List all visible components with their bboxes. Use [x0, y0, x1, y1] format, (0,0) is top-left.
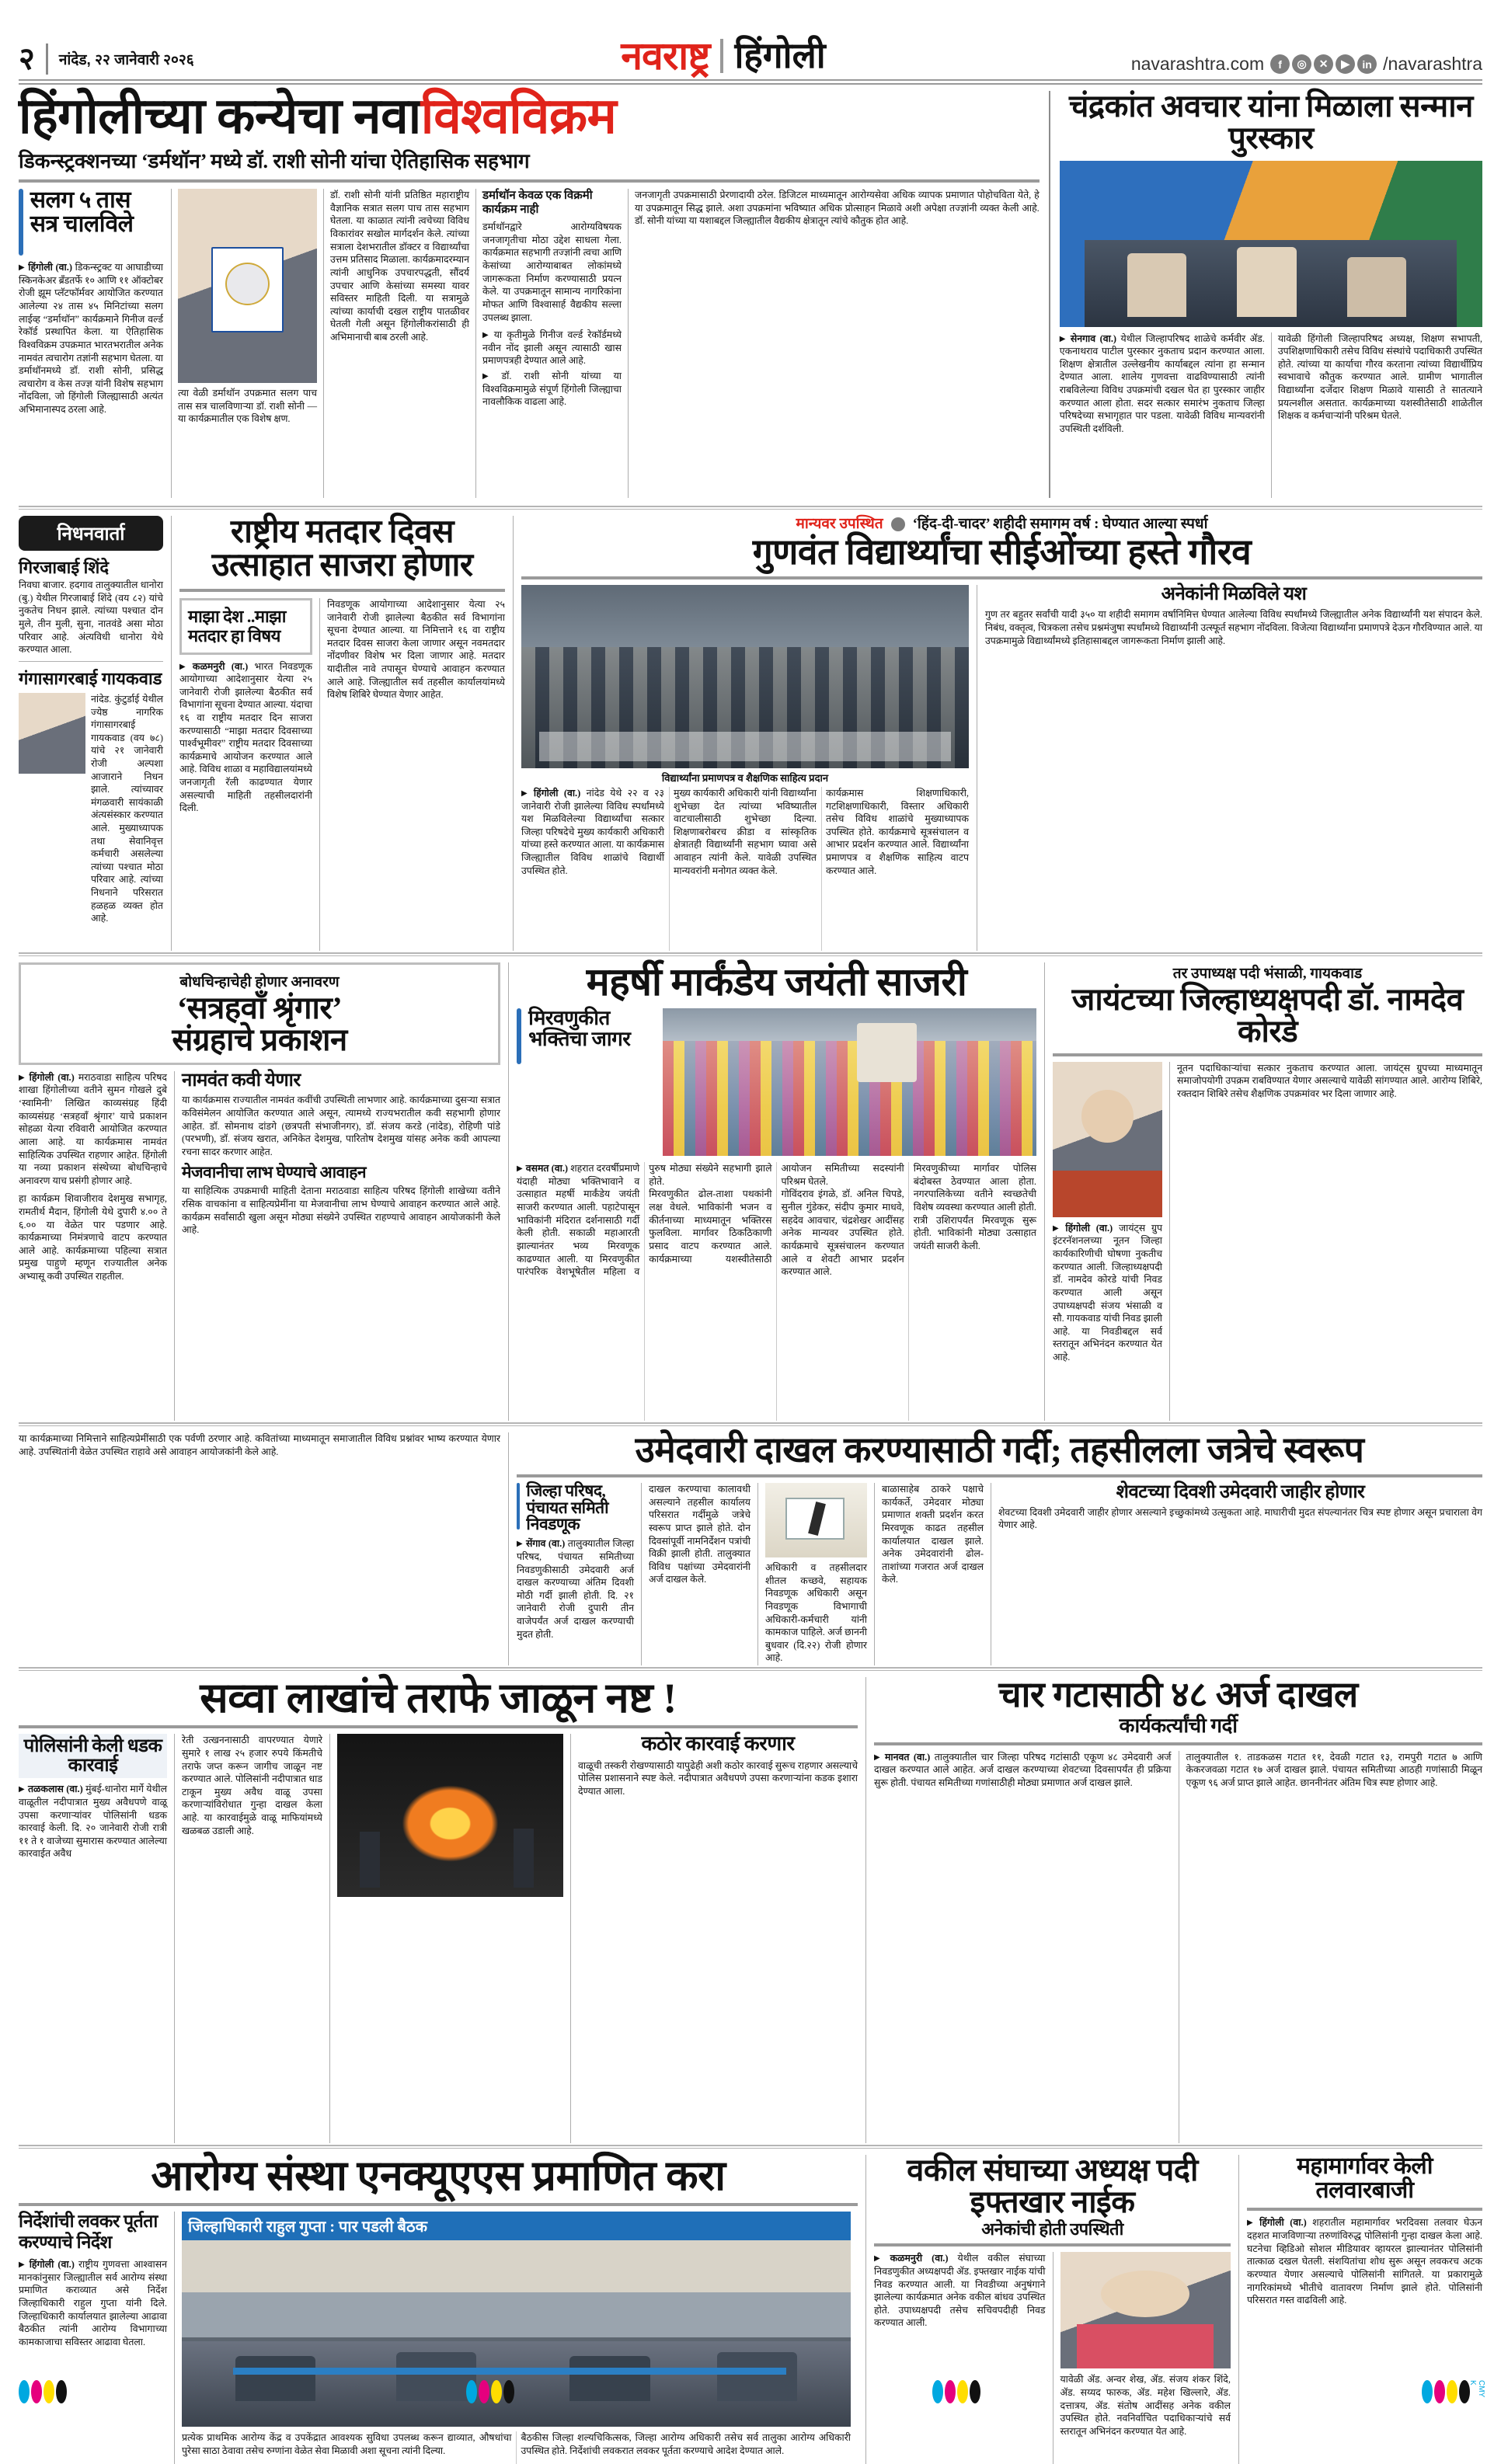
students-columns	[521, 787, 969, 951]
tahsil-col3: बाळासाहेब ठाकरे पक्षाचे कार्यकर्ते, उमेदवार मोठ्या प्रमाणात शक्ती प्रदर्शन करत मिरवणूक काढत तहसील कार्यालयात दाखल झाले. अनेक उमेदवारांनी ढोल-ताशांच्या गजरात अर्ज दाखल केले.	[874, 1483, 991, 1665]
markandeya-dateline: वसमत (वा.)	[525, 1163, 569, 1175]
students-col2: मुख्य कार्यकारी अधिकारी यांनी विद्यार्थ्यांना शुभेच्छा देत त्यांच्या भविष्यातील वाटचालीसाठी शुभेच्छा दिल्या. शिक्षणाबरोबरच क्रीडा व सांस्कृतिक क्षेत्रातही विद्यार्थ्यांनी सहभाग घ्यावा असे आवाहन त्यांनी केले. यावेळी उपस्थित मान्यवरांनी मनोगत व्यक्त केले.	[674, 788, 817, 876]
masthead-dateline: नांदेड, २२ जानेवारी २०२६	[58, 52, 194, 68]
third-band	[19, 962, 1482, 1421]
students-side	[977, 585, 1482, 951]
lead-story	[19, 91, 1049, 498]
vakil-sub: अनेकांची होती उपस्थिती	[981, 2219, 1123, 2239]
markandeya-col4: मिरवणुकीच्या मार्गावर पोलिस बंदोबस्त ठेवण्यात आला होता. नगरपालिकेच्या वतीने स्वच्छतेची विशेष व्यवस्था करण्यात आली होती. रात्री उशिरापर्यंत मिरवणूक सुरू होती. भाविकांनी मोठ्या उत्साहात जयंती साजरी केली.	[913, 1163, 1036, 1251]
lead-photo	[178, 189, 317, 383]
markandeya-sub: मिरवणुकीत भक्तिचा जागर	[528, 1007, 631, 1050]
lead-bullets	[482, 329, 622, 411]
tahsil-side-right	[991, 1483, 1482, 1665]
lead-col2: डॉ. राशी सोनी यांनी प्रतिष्ठित महाराष्ट्रीय वैज्ञानिक सत्रात सलग पाच तास सहभाग घेतला. या काळात त्यांनी त्वचेच्या विविध विकारांवर सखोल मार्गदर्शन केले. त्यांच्या सत्राला देशभरातील डॉक्टर व विद्यार्थ्यांचा उत्तम प्रतिसाद मिळाला. कार्यक्रमादरम्यान त्यांनी आधुनिक उपचारपद्धती, सौंदर्य उपचार आणि केसांच्या समस्या यावर सविस्तर माहिती दिली. या सत्रामुळे त्यांच्या कार्याची दखल राष्ट्रीय पातळीवर घेतली गेली असून हिंगोलीकरांसाठी ही अभिमानाची बाब ठरली आहे.	[330, 190, 469, 343]
tahsil-side2-title: शेवटच्या दिवशी उमेदवारी जाहीर होणार	[1116, 1482, 1365, 1503]
shringar-kicker: बोधचिन्हाचेही होणार अनावरण	[179, 974, 340, 991]
tahsil-col1: दाखल करण्याचा कालावधी असल्याने तहसील कार्यालय परिसरात गर्दीमुळे जत्रेचे स्वरूप प्राप्त झाले होते. दोन दिवसांपूर्वी नामनिर्देशन पत्रांची विक्री झाली होती. तालुक्यात विविध पक्षांच्या उमेदवारांनी अर्ज दाखल केले.	[641, 1483, 757, 1665]
taraf-photo-col	[329, 1734, 570, 2143]
page-number: २	[19, 42, 35, 76]
masthead-center	[329, 33, 1117, 78]
talwar-story	[1238, 2155, 1482, 2464]
vakil-col2: यावेळी ॲड. अन्वर शेख, ॲड. संजय शंकर शिंदे, ॲड. सय्यद फारुक, ॲड. महेश खिल्लारे, ॲड. दत्तात्रय, ॲड. संतोष आदींसह अनेक वकील उपस्थित होते. नवनिर्वाचित पदाधिकाऱ्यांचे सर्व स्तरातून अभिनंदन करण्यात येत आहे.	[1060, 2374, 1231, 2437]
ballot-photo	[765, 1483, 867, 1557]
students-main	[521, 585, 977, 951]
obit-name-1: गिरजाबाई शिंदे	[19, 558, 110, 578]
awchar-photo	[1060, 161, 1482, 327]
shringar-overflow: या कार्यक्रमाच्या निमित्ताने साहित्यप्रेमींसाठी एक पर्वणी ठरणार आहे. कवितांच्या माध्यमातून समाजातील विविध प्रश्नांवर भाष्य करण्यात येणार आहे. उपस्थितांनी वेळेत उपस्थित राहावे असे आवाहन आयोजकांनी केले आहे.	[19, 1433, 500, 1457]
tahsil-band	[19, 1432, 1482, 1665]
lead-subhead: डिकन्स्ट्रक्शनच्या ‘डर्मथॉन’ मध्ये डॉ. राशी सोनी यांचा ऐतिहासिक सहभाग	[19, 150, 530, 173]
taraf-fire-photo	[337, 1734, 563, 1897]
band-rule-5	[19, 2145, 1482, 2149]
students-kickers	[521, 516, 1482, 533]
cmyk-mark-right	[1422, 2380, 1470, 2403]
health-side	[19, 2212, 174, 2464]
shringar-side2-title: मेजवानीचा लाभ घेण्याचे आवाहन	[182, 1163, 367, 1182]
arj-col2: तालुक्यातील १. ताडकळस गटात ११, देवळी गटात १३, रामपुरी गटात ७ आणि केकरजवळा गटात १७ अर्ज दाखल झाले. पंचायत समितीच्या आठही गणांसाठी मिळून एकूण ९६ अर्ज प्राप्त झाले आहेत. छाननीनंतर अंतिम चित्र स्पष्ट होणार आहे.	[1179, 1751, 1483, 2144]
shringar-dateline: हिंगोली (वा.)	[29, 1071, 75, 1083]
tahsil-story	[508, 1432, 1482, 1665]
tahsil-left-filler	[19, 1432, 508, 1665]
students-col1: नांदेड येथे २२ व २३ जानेवारी रोजी झालेल्या विविध स्पर्धांमध्ये यश मिळविलेल्या विद्यार्थ्यांचा सत्कार जिल्हा परिषदेचे मुख्य कार्यकारी अधिकारी यांच्या हस्ते करण्यात आला. या कार्यक्रमास जिल्ह्यातील विविध शाळांचे विद्यार्थी उपस्थित होते.	[521, 788, 664, 876]
health-col1	[19, 2258, 167, 2351]
sixth-band	[19, 2155, 1482, 2464]
markandeya-col1: शहरात दरवर्षीप्रमाणे यंदाही मोठ्या भक्तिभावाने व उत्साहात महर्षी मार्कंडेय जयंती साजरी करण्यात आली. पहाटेपासून भाविकांनी मंदिरात दर्शनासाठी गर्दी केली होती. सकाळी महाआरती झाल्यानंतर भव्य मिरवणूक काढण्यात आली. या मिरवणुकीत पारंपरिक वेशभूषेतील महिला व पुरुष मोठ्या संख्येने सहभागी झाले होते.	[517, 1163, 772, 1278]
shringar-col1-text: मराठवाडा साहित्य परिषद शाखा हिंगोलीच्या वतीने सुमन गोखले दुबे ‘स्वामिनी’ लिखित काव्यसंग्रह हिंदी काव्यसंग्रह ‘सत्रहवाँ श्रृंगार’ याचे प्रकाशन सोहळा येत्या रविवारी आयोजित करण्यात आला आहे. या कार्यक्रमास नामवंत साहित्यिक उपस्थित राहणार आहेत. हिंगोली या नव्या प्रकाशन संस्थेच्या बोधचिन्हाचे अनावरण याच प्रसंगी होणार आहे.	[19, 1071, 167, 1186]
second-band	[19, 516, 1482, 951]
lead-col3-wrap	[475, 189, 628, 498]
tahsil-accent-bar	[517, 1483, 520, 1530]
shringar-box	[19, 962, 500, 1065]
voter-col2: निवडणूक आयोगाच्या आदेशानुसार येत्या २५ जानेवारी रोजी झालेल्या बैठकीत सर्व विभागांना सूचना देण्यात आल्या. या निमित्ताने १६ वा राष्ट्रीय मतदार दिवस साजरा केला जाणार असून नवमतदार नोंदणीवर विशेष भर दिला जाणार आहे. मतदार यादीतील नावे तपासून घेण्याचे आवाहन करण्यात आले आहे. जिल्ह्यातील सर्व तहसील कार्यालयांमध्ये विशेष शिबिरे घेण्यात येणार आहेत.	[319, 598, 505, 951]
awchar-col2: यावेळी हिंगोली जिल्हापरिषद अध्यक्ष, शिक्षण सभापती, उपशिक्षणाधिकारी तसेच विविध संस्थांचे पदाधिकारी उपस्थित होते. त्यांच्या या कार्याचा गौरव करताना त्यांच्या विद्यार्थीप्रिय स्वभावाचे कौतुक करण्यात आले. ग्रामीण भागातील विद्यार्थ्यांना दर्जेदार शिक्षण मिळावे यासाठी ते सातत्याने प्रयत्नशील असतात. कार्यक्रमाच्या यशस्वीतेसाठी शाळेतील शिक्षक व कर्मचाऱ्यांनी परिश्रम घेतले.	[1271, 332, 1482, 499]
top-band	[19, 91, 1482, 498]
health-caption-bar: जिल्हाधिकारी राहुल गुप्ता : पार पडली बैठक	[182, 2212, 851, 2240]
awchar-col1-text: येथील जिल्हापरिषद शाळेचे कर्मवीर ॲड. एकनाथराव पाटील पुरस्कार नुकताच प्रदान करण्यात आला. शिक्षण क्षेत्रातील उल्लेखनीय कार्याबद्दल त्यांना हा सन्मान देण्यात आला. शालेय गुणवत्ता वाढविण्यासाठी त्यांनी राबविलेल्या विविध उपक्रमांची दखल घेत हा पुरस्कार जाहीर करण्यात आला होता. सदर सत्कार समारंभ नुकताच जिल्हा परिषदेच्या सभागृहात पार पडला. यावेळी विविध मान्यवरांनी उपस्थिती दर्शविली.	[1059, 332, 1265, 434]
taraf-mid-text: वाळूची तस्करी रोखण्यासाठी यापुढेही अशी कठोर कारवाई सुरूच राहणार असल्याचे पोलिस प्रशासनाने स्पष्ट केले. नदीपात्रात अवैधपणे उपसा करणाऱ्यांना कडक इशारा देण्यात आला.	[578, 1759, 858, 1798]
voter-dateline: कळमनुरी (वा.)	[192, 660, 249, 672]
voter-col1-text: भारत निवडणूक आयोगाच्या आदेशानुसार येत्या २५ जानेवारी रोजी झालेल्या बैठकीत सर्व विभागांना सूचना देण्यात आल्या. यंदाचा १६ वा राष्ट्रीय मतदार दिन साजरा करण्यासाठी “माझा मतदार दिवसाच्या पार्श्वभूमीवर” राष्ट्रीय मतदार दिवसाच्या कार्यक्रमाचे आयोजन करण्यात आले आहे. विविध शाळा व महाविद्यालयांमध्ये जनजागृती रॅली काढण्यात येणार असल्याची माहिती तहसीलदारांनी दिली.	[179, 660, 312, 814]
lead-col1-text: डिकन्स्ट्रक्ट या आघाडीच्या स्किनकेअर ब्रँडतर्फे १० आणि ११ ऑक्टोबर रोजी झूम प्लॅटफॉर्मवर आयोजित करण्यात आलेल्या २४ तास ४५ मिनिटांच्या सलग लाईव्ह “डर्माथॉन” कार्यक्रमाने गिनीज वर्ल्ड रेकॉर्ड प्रस्थापित केला. या ऐतिहासिक विश्वविक्रम उपक्रमात भारतभरातील अनेक नामवंत त्वचारोग तज्ञांनी सहभाग घेतला. या डर्माथॉनमध्ये डॉ. राशी सोनी, प्रसिद्ध त्वचारोग व केस तज्ज्ञ यांनी विशेष सहभाग नोंदविला, जो हिंगोली जिल्ह्यासाठी अत्यंत अभिमानास्पद ठरला आहे.	[19, 262, 163, 415]
arj-headline: चार गटासाठी ४८ अर्ज दाखल	[998, 1675, 1358, 1715]
voter-story	[171, 516, 513, 951]
lead-col3-title: डर्माथॉन केवळ एक विक्रमी कार्यक्रम नाही	[482, 190, 593, 217]
lead-bullet-1: ▶ या कृतीमुळे गिनीज वर्ल्ड रेकॉर्डमध्ये नवीन नोंद झाली असून त्यासाठी खास प्रमाणपत्रही देण्यात आले आहे.	[482, 329, 622, 367]
lead-col4: जनजागृती उपक्रमासाठी प्रेरणादायी ठरेल. डिजिटल माध्यमातून आरोग्यसेवा अधिक व्यापक प्रमाणात पोहोचविता येते, हे या उपक्रमातून सिद्ध झाले. अशा उपक्रमांना भविष्यात अधिक प्रोत्साहन मिळावे अशी अपेक्षा तज्ज्ञांनी व्यक्त केली आहे. डॉ. सोनी यांच्या या यशाबद्दल जिल्ह्यातील वैद्यकीय क्षेत्रातून त्यांचे कौतुक होत आहे.	[635, 190, 1040, 227]
registration-bar	[233, 2368, 786, 2375]
health-col3: बैठकीस जिल्हा शल्यचिकित्सक, जिल्हा आरोग्य अधिकारी तसेच सर्व तालुका आरोग्य अधिकारी उपस्थित होते. निर्देशांची लवकरात लवकर पूर्तता करण्याचे आदेश देण्यात आले.	[521, 2432, 851, 2456]
vakil-right	[1053, 2252, 1231, 2464]
tahsil-side-title: जिल्हा परिषद, पंचायत समिती निवडणूक	[526, 1481, 609, 1533]
lead-headline	[19, 89, 1040, 144]
markandeya-col3: गोविंदराव इंगळे, डॉ. अनिल चिपडे, सुनील गुंडेकर, संदीप कुमार माधवे, सहदेव आवचार, चंद्रशेखर आदींसह अनेक मान्यवर उपस्थित होते. कार्यक्रमाचे सूत्रसंचालन करण्यात आले व शेवटी आभार प्रदर्शन करण्यात आले.	[781, 1188, 904, 1278]
students-kicker: ‘हिंद-दी-चादर’ शहीदी समागम वर्ष : घेण्यात आल्या स्पर्धा	[912, 516, 1208, 533]
arj-col1-text: तालुक्यातील चार जिल्हा परिषद गटांसाठी एकूण ४८ उमेदवारी अर्ज दाखल करण्यात आले आहेत. अर्ज दाखल करण्याच्या शेवटच्या दिवसापर्यंत ही प्रक्रिया सुरू होती. पंचायत समितीच्या गणांसाठीही मोठ्या प्रमाणात अर्ज दाखल झाले.	[874, 1751, 1172, 1788]
talwar-col1	[1247, 2216, 1482, 2464]
students-photo	[521, 585, 969, 768]
lead-col2-wrap	[323, 189, 475, 498]
students-caption: विद्यार्थ्यांना प्रमाणपत्र व शैक्षणिक साहित्य प्रदान	[661, 772, 829, 785]
cmyk-mark-mid	[466, 2380, 514, 2403]
markandeya-story	[508, 962, 1044, 1421]
voter-headline: राष्ट्रीय मतदार दिवस उत्साहात साजरा होणार	[211, 514, 473, 584]
vakil-story	[865, 2155, 1238, 2464]
shringar-side-title: नामवंत कवी येणार	[182, 1070, 301, 1091]
shringar-headline-1: ‘सत्रहवाँ श्रृंगार’	[176, 990, 343, 1026]
talwar-headline: महामार्गावर केली तलवारबाजी	[1296, 2153, 1433, 2203]
awchar-col1	[1060, 332, 1271, 499]
korde-col2: नूतन पदाधिकाऱ्यांचा सत्कार नुकताच करण्यात आला. जायंट्स ग्रुपच्या माध्यमातून समाजोपयोगी उपक्रम राबविण्यात येणार असल्याचे यावेळी सांगण्यात आले. आरोग्य शिबिरे, रक्तदान शिबिरे तसेच शैक्षणिक उपक्रमांवर भर दिला जाणार आहे.	[1169, 1062, 1482, 1421]
masthead	[11, 0, 1490, 78]
tahsil-side2-text: शेवटच्या दिवशी उमेदवारी जाहीर होणार असल्याने इच्छुकांमध्ये उत्सुकता आहे. माघारीची मुदत संपल्यानंतर चित्र स्पष्ट होणार असून प्रचाराला वेग येणार आहे.	[998, 1506, 1482, 1531]
markandeya-headline: महर्षी मार्कंडेय जयंती साजरी	[586, 960, 967, 1004]
awchar-columns	[1060, 332, 1482, 499]
obit-text-2: नांदेड. कुंटुर्डाई येथील ज्येष्ठ नागरिक गंगासागरबाई गायकवाड (वय ७८) यांचे २१ जानेवारी रोजी अल्पशा आजाराने निधन झाले. त्यांच्यावर मंगळवारी सायंकाळी अंत्यसंस्कार करण्यात आले. मुख्याध्यापक तथा सेवानिवृत्त कर्मचारी असलेल्या त्यांच्या पश्चात मोठा परिवार आहे. त्यांच्या निधनाने परिसरात हळहळ व्यक्त होत आहे.	[91, 693, 163, 924]
vakil-col1	[874, 2252, 1053, 2464]
arj-dateline: मानवत (वा.)	[885, 1751, 931, 1763]
korde-photo-col	[1053, 1062, 1169, 1421]
masthead-rule	[19, 79, 1482, 85]
health-col2: प्रत्येक प्राथमिक आरोग्य केंद्र व उपकेंद्रात आवश्यक सुविधा उपलब्ध करून द्याव्यात, औषधांचा पुरेसा साठा ठेवावा तसेच रुग्णांना वेळेत सेवा मिळावी अशा सूचना त्यांनी दिल्या.	[182, 2432, 512, 2456]
band-rule-3	[19, 1422, 1482, 1426]
korde-col1-text: जायंट्स ग्रुप इंटरनॅशनलच्या नूतन जिल्हा कार्यकारिणीची घोषणा नुकतीच करण्यात आली. जिल्हाध्यक्षपदी डॉ. नामदेव कोरडे यांची निवड करण्यात आली असून उपाध्यक्षपदी संजय भंसाळी व सौ. गायकवाड यांची निवड झाली आहे. या निवडीबद्दल सर्व स्तरातून अभिनंदन करण्यात येत आहे.	[1053, 1222, 1162, 1363]
cmyk-mark-mid2	[932, 2380, 980, 2403]
korde-col1	[1053, 1222, 1162, 1366]
students-col3: कार्यक्रमास शिक्षणाधिकारी, गटशिक्षणाधिकारी, विस्तार अधिकारी तसेच विविध शाळांचे मुख्याध्यापक उपस्थित होते. कार्यक्रमाचे सूत्रसंचालन व आभार प्रदर्शन करण्यात आले. विद्यार्थ्यांना प्रमाणपत्र व शैक्षणिक साहित्य वाटप करण्यात आले.	[826, 788, 969, 876]
tahsil-dateline: सेंगाव (वा.)	[526, 1538, 566, 1550]
shringar-col1	[19, 1071, 167, 1189]
health-dateline: हिंगोली (वा.)	[29, 2259, 75, 2271]
bullet-dot-icon	[891, 517, 905, 531]
band-rule-1	[19, 506, 1482, 510]
tahsil-col0-text: तालुक्यातील जिल्हा परिषद, पंचायत समितीच्या निवडणुकीसाठी उमेदवारी अर्ज दाखल करण्याच्या अंतिम दिवशी मोठी गर्दी झाली होती. दि. २१ जानेवारी रोजी दुपारी तीन वाजेपर्यंत अर्ज दाखल करण्याची मुदत होती.	[517, 1538, 634, 1640]
obit-text-1: निवघा बाजार. हदगाव तालुक्यातील धानोरा (बु.) येथील गिरजाबाई शिंदे (वय ८२) यांचे नुकतेच निधन झाले. त्यांच्या पश्चात दोन मुले, तीन मुली, सुना, नातवंडे असा मोठा परिवार आहे. अंत्यविधी धानोरा येथे करण्यात आला.	[19, 579, 163, 656]
korde-dateline: हिंगोली (वा.)	[1065, 1222, 1113, 1234]
taraf-col0-text: मुंबई-धानोरा मार्गे येथील वाळूतील नदीपात्रात मुख्य अवैधपणे वाळू उपसा करणाऱ्यांवर पोलिसांनी धडक कारवाई केली. दि. २० जानेवारी रोजी रात्री ११ ते १ वाजेच्या सुमारास करण्यात आलेल्या कारवाईत अवैध	[19, 1784, 167, 1860]
voter-left	[179, 598, 319, 951]
obit-name-2: गंगासागरबाई गायकवाड	[19, 668, 162, 688]
youtube-icon[interactable]: ▶	[1336, 54, 1355, 74]
lead-headline-red: विश्वविक्रम	[420, 89, 617, 144]
taraf-story	[19, 1677, 865, 2143]
health-photo-col	[174, 2212, 858, 2464]
lead-photo-col	[171, 189, 323, 498]
shringar-headline-2: संग्रहाचे प्रकाशन	[172, 1022, 347, 1058]
health-side-title: निर्देशांची लवकर पूर्तता करण्याचे निर्देश	[19, 2212, 158, 2252]
obituary-badge: निधनवार्ता	[19, 516, 163, 551]
voter-box	[179, 598, 312, 655]
taraf-col1: रेती उत्खननासाठी वापरण्यात येणारे सुमारे १ लाख २५ हजार रुपये किंमतीचे तराफे जप्त करून जागीच जाळून नष्ट करण्यात आले. पोलिसांनी नदीपात्रात धाड टाकून मुख्य अवैध वाळू उपसा करणाऱ्यांविरोधात गुन्हा दाखल केला आहे. या कारवाईमुळे वाळू माफियांमध्ये खळबळ उडाली आहे.	[174, 1734, 329, 2143]
lead-rule	[19, 179, 1040, 183]
masthead-left	[19, 44, 329, 75]
accent-bar	[19, 189, 23, 256]
vakil-col1-text: येथील वकील संघाच्या निवडणुकीत अध्यक्षपदी ॲड. इफ्तखार नाईक यांची निवड करण्यात आली. या निवडीच्या अनुषंगाने झालेल्या कार्यक्रमात अनेक वकील बांधव उपस्थित होते. उपाध्यक्षपदी तसेच सचिवपदीही निवड करण्यात आली.	[874, 2253, 1046, 2329]
lead-bullet-2: ▶ डॉ. राशी सोनी यांच्या या विश्वविक्रमामुळे संपूर्ण हिंगोली जिल्ह्याचा नावलौकिक वाढला आहे.	[482, 370, 622, 409]
voter-box-title: माझा देश ..माझा मतदार हा विषय	[188, 606, 287, 646]
lead-content	[19, 189, 1040, 498]
taraf-col0	[19, 1783, 167, 1863]
fifth-band	[19, 1677, 1482, 2143]
shringar-col1-wrap	[19, 1071, 174, 1421]
social-handle: /navarashtra	[1383, 54, 1482, 74]
lead-photo-caption: त्या वेळी डर्माथॉन उपक्रमात सलग पाच तास सत्र चालविणाऱ्या डॉ. राशी सोनी — या कार्यक्रमातील एक विशेष क्षण.	[178, 388, 317, 425]
shringar-side2-text: या साहित्यिक उपक्रमाची माहिती देताना मराठवाडा साहित्य परिषद हिंगोली शाखेच्या वतीने रसिक वाचकांना व साहित्यप्रेमींना या मेजवानीचा लाभ घेण्याचे आवाहन करण्यात आले आहे. कार्यक्रम सर्वांसाठी खुला असून मोठ्या संख्येने उपस्थित राहण्याचे आवाहन आयोजकांनी केले आहे.	[182, 1185, 500, 1236]
lead-headline-black: हिंगोलीच्या कन्येचा नवा	[19, 89, 421, 144]
vakil-photo	[1060, 2252, 1231, 2368]
shringar-side-text: या कार्यक्रमास राज्यातील नामवंत कवींची उपस्थिती लाभणार आहे. कार्यक्रमाच्या दुसऱ्या सत्रात कविसंमेलन आयोजित करण्यात आले असून, त्यामध्ये राज्यभरातील कवी सहभागी होणार आहेत. डॉ. सोमनाथ दांडगे (छत्रपती संभाजीनगर), डॉ. संजय करडे (नांदेड), रोहिणी पांडे (परभणी), डॉ. संजय खरात, अनिकेत देशमुख, पारितोष देशमुख यांसह अनेक कवी आपल्या रचना सादर करणार आहेत.	[182, 1095, 500, 1157]
taraf-side	[19, 1734, 174, 2143]
arj-col1	[874, 1751, 1179, 2144]
shringar-side	[174, 1071, 500, 1421]
tahsil-headline: उमेदवारी दाखल करण्यासाठी गर्दी; तहसीलला जत्रेचे स्वरूप	[635, 1430, 1364, 1470]
shringar-story	[19, 962, 508, 1421]
obit-photo-2	[19, 693, 85, 774]
health-story	[19, 2155, 865, 2464]
arj-story	[865, 1677, 1482, 2143]
masthead-divider	[46, 44, 48, 75]
lead-col4-wrap	[628, 189, 1040, 498]
korde-story	[1044, 962, 1482, 1421]
x-twitter-icon[interactable]: ✕	[1314, 54, 1333, 74]
taraf-dateline: तळकलास (वा.)	[27, 1784, 83, 1795]
taraf-mid	[570, 1734, 858, 2143]
talwar-col1-text: शहरातील महामार्गावर भरदिवसा तलवार घेऊन दहशत माजविणाऱ्या तरुणांविरुद्ध पोलिसांनी गुन्हा दाखल केला आहे. घटनेचा व्हिडिओ सोशल मीडियावर व्हायरल झाल्यानंतर पोलिसांनी तात्काळ दखल घेतली. संशयितांचा शोध सुरू असून लवकरच अटक करण्यात येणार असल्याचे पोलिसांनी सांगितले. या प्रकारामुळे नागरिकांमध्ये भीतीचे वातावरण निर्माण झाले होते. पोलिसांनी परिसरात गस्त वाढविली आहे.	[1247, 2217, 1482, 2306]
markandeya-columns	[517, 1162, 1036, 1421]
lead-sidebar-title: सलग ५ तास सत्र चालविले	[30, 187, 134, 237]
website-link[interactable]: navarashtra.com	[1130, 54, 1265, 74]
cmyk-marks-row	[0, 2380, 1501, 2403]
social-icons	[1270, 54, 1377, 74]
obituary-block	[19, 516, 171, 951]
vakil-headline: वकील संघाच्या अध्यक्ष पदी इफ्तखार नाईक	[907, 2153, 1198, 2220]
facebook-icon[interactable]: f	[1270, 54, 1290, 74]
tahsil-col0	[517, 1537, 634, 1643]
lead-left-col	[19, 189, 171, 498]
arj-sub: कार्यकर्त्यांची गर्दी	[1119, 1714, 1238, 1738]
students-headline: गुणवंत विद्यार्थ्यांचा सीईओंच्या हस्ते गौरव	[752, 532, 1252, 572]
instagram-icon[interactable]: ◎	[1292, 54, 1311, 74]
korde-headline: जायंटच्या जिल्हाध्यक्षपदी डॉ. नामदेव कोरडे	[1071, 982, 1464, 1049]
shringar-col2: हा कार्यक्रम शिवाजीराव देशमुख सभागृह, रामतीर्थ मैदान, हिंगोली येथे दुपारी ४.०० ते ६.०० या वेळेत पार पडणार आहे. कार्यक्रमाच्या निमंत्रणाचे वाटप करण्यात आले आहे. कार्यक्रमाच्या पहिल्या सत्रात प्रमुख पाहुणे म्हणून राज्यातील अनेक अभ्यासू कवी उपस्थित राहतील.	[19, 1193, 167, 1282]
lead-col3: डर्माथॉनद्वारे आरोग्यविषयक जनजागृतीचा मोठा उद्देश साधला गेला. कार्यक्रमात सहभागी तज्ज्ञांनी त्वचा आणि केसांच्या आरोग्याबाबत लोकांमध्ये जागरूकता निर्माण करण्यासाठी प्रयत्न केले. या उपक्रमातून सामान्य नागरिकांना मोफत आणि विश्वासार्ह वैद्यकीय सल्ला उपलब्ध झाला.	[482, 221, 622, 323]
cmyk-label: CMY K	[1468, 2380, 1485, 2398]
markandeya-accent-bar	[517, 1008, 521, 1064]
tahsil-side-left	[517, 1483, 641, 1665]
brand-logo: नवराष्ट्र	[621, 33, 710, 78]
tahsil-photo-col	[757, 1483, 874, 1665]
taraf-headline: सव्वा लाखांचे तराफे जाळून नष्ट !	[200, 1675, 677, 1722]
band-rule-4	[19, 1667, 1482, 1671]
edition-name: हिंगोली	[734, 35, 826, 76]
markandeya-col2: मिरवणुकीत ढोल-ताशा पथकांनी लक्ष वेधले. भाविकांनी भजन व कीर्तनाच्या माध्यमातून भक्तिरस फुलविला. मार्गावर ठिकठिकाणी प्रसाद वाटप करण्यात आले. कार्यक्रमाच्या यशस्वीतेसाठी आयोजन समितीच्या सदस्यांनी परिश्रम घेतले.	[649, 1163, 904, 1265]
awchar-story	[1049, 91, 1482, 498]
awchar-headline: चंद्रकांत अवचार यांना मिळाला सन्मान पुरस्कार	[1068, 89, 1473, 155]
markandeya-photo	[663, 1008, 1036, 1156]
linkedin-icon[interactable]: in	[1357, 54, 1377, 74]
lead-col1	[19, 261, 163, 418]
health-col1-text: राष्ट्रीय गुणवत्ता आश्वासन मानकांनुसार जिल्ह्यातील सर्व आरोग्य संस्था प्रमाणित कराव्यात असे निर्देश जिल्हाधिकारी राहुल गुप्ता यांनी दिले. जिल्हाधिकारी कार्यालयात झालेल्या आढावा बैठकीत त्यांनी आरोग्य विभागाच्या कामकाजाचा सविस्तर आढावा घेतला.	[19, 2259, 167, 2347]
health-headline: आरोग्य संस्था एनक्यूएएस प्रमाणित करा	[151, 2153, 726, 2200]
lead-dateline: हिंगोली (वा.)	[28, 262, 72, 273]
brand-divider	[720, 39, 723, 73]
students-dateline: हिंगोली (वा.)	[533, 788, 581, 799]
voter-col1	[179, 660, 312, 817]
tahsil-col2: अधिकारी व तहसीलदार शीतल कच्छवे, सहायक निवडणूक अधिकारी असून निवडणूक विभागाची अधिकारी-कर्मचारी यांनी कामकाज पाहिले. अर्ज छाननी बुधवार (दि.२२) रोजी होणार आहे.	[765, 1562, 867, 1664]
students-side-title: अनेकांनी मिळविले यश	[1161, 584, 1307, 605]
vakil-dateline: कळमनुरी (वा.)	[890, 2253, 949, 2264]
students-kicker-red: मान्यवर उपस्थित	[796, 516, 883, 533]
taraf-mid-title: कठोर कारवाई करणार	[641, 1732, 795, 1756]
masthead-right	[1117, 54, 1482, 75]
students-story	[513, 516, 1482, 951]
awchar-dateline: सेनगाव (वा.)	[1070, 332, 1117, 344]
band-rule-2	[19, 952, 1482, 956]
taraf-side-title: पोलिसांनी केली धडक कारवाई	[19, 1734, 167, 1778]
students-side-text: गुण तर बहुतर सर्वांची यादी ३५० या शहीदी समागम वर्षानिमित्त घेण्यात आलेल्या विविध स्पर्धांमध्ये जिल्ह्यातील अनेक विद्यार्थ्यांनी यश संपादन केले. निबंध, वक्तृत्व, चित्रकला तसेच प्रश्नमंजुषा स्पर्धांमध्ये विद्यार्थ्यांनी उत्स्फूर्त सहभाग नोंदविला. विजेत्या विद्यार्थ्यांना प्रमाणपत्रे देऊन गौरविण्यात आले. या उपक्रमामुळे विद्यार्थ्यांमध्ये इतिहासाबद्दल जागरूकता निर्माण झाली आहे.	[985, 609, 1482, 646]
korde-kicker: तर उपाध्यक्ष पदी भंसाळी, गायकवाड	[1172, 966, 1363, 983]
korde-photo	[1053, 1062, 1162, 1217]
cmyk-mark-left	[19, 2380, 67, 2403]
talwar-dateline: हिंगोली (वा.)	[1259, 2217, 1307, 2229]
